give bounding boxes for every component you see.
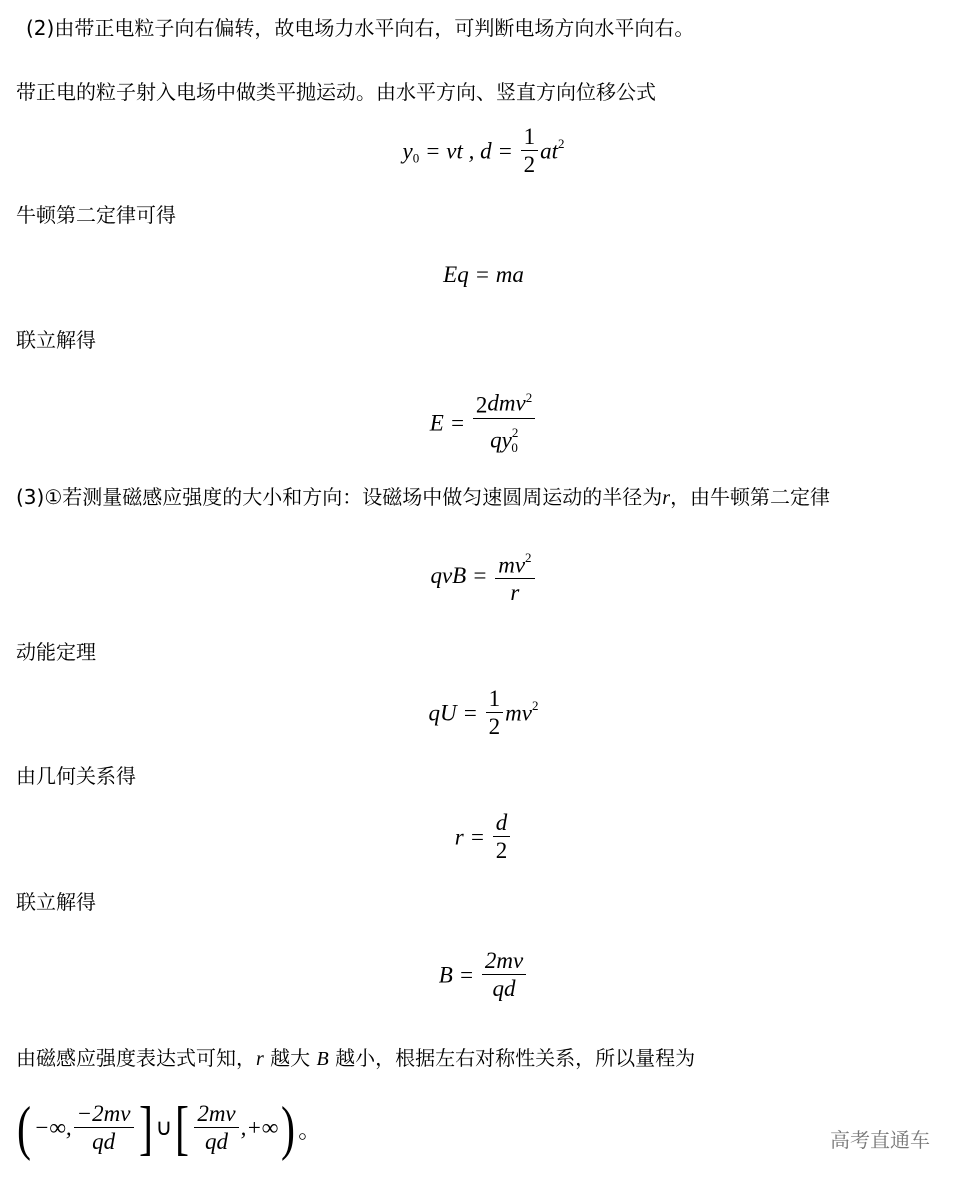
text-line: 由磁感应强度表达式可知，r 越大 B 越小，根据左右对称性关系，所以量程为: [16, 1046, 696, 1070]
equation-field-E: E = $\frac{2dmv^2}{qy^2_0}$: [0, 385, 967, 462]
text-line: 带正电的粒子射入电场中做类平抛运动。由水平方向、竖直方向位移公式: [16, 80, 656, 104]
equation-displacement: $y_0$ = vt , d = $\frac{1}{2}$ $at^2$: [402, 124, 565, 177]
equation-radius: r = $\frac{d}{2}$: [0, 810, 967, 865]
equation-B: B = $\frac{2mv}{qd}$: [0, 948, 967, 1003]
text-line: 联立解得: [16, 328, 96, 352]
range-interval: ( −∞, $\frac{-2mv}{qd}$ ] ∪[ $\frac{2mv}{qd}$ ,+∞) 。: [16, 1095, 322, 1161]
equation-newton: Eq = ma: [443, 262, 524, 287]
watermark: 高考直通车: [830, 1128, 930, 1152]
text-line: (2)由带正电粒子向右偏转，故电场力水平向右，可判断电场方向水平向右。: [26, 16, 695, 40]
text-line: 动能定理: [16, 640, 96, 664]
equation-lorentz: qvB = $\frac{mv^2}{r}$: [0, 545, 967, 607]
text-line: (3)①若测量磁感应强度的大小和方向：设磁场中做匀速圆周运动的半径为r，由牛顿第二定律: [16, 485, 831, 509]
text-line: 联立解得: [16, 890, 96, 914]
text-line: 牛顿第二定律可得: [16, 203, 176, 227]
text-line: 由几何关系得: [16, 764, 136, 788]
equation-energy: qU = $\frac{1}{2}$ $mv^2$: [428, 686, 539, 739]
